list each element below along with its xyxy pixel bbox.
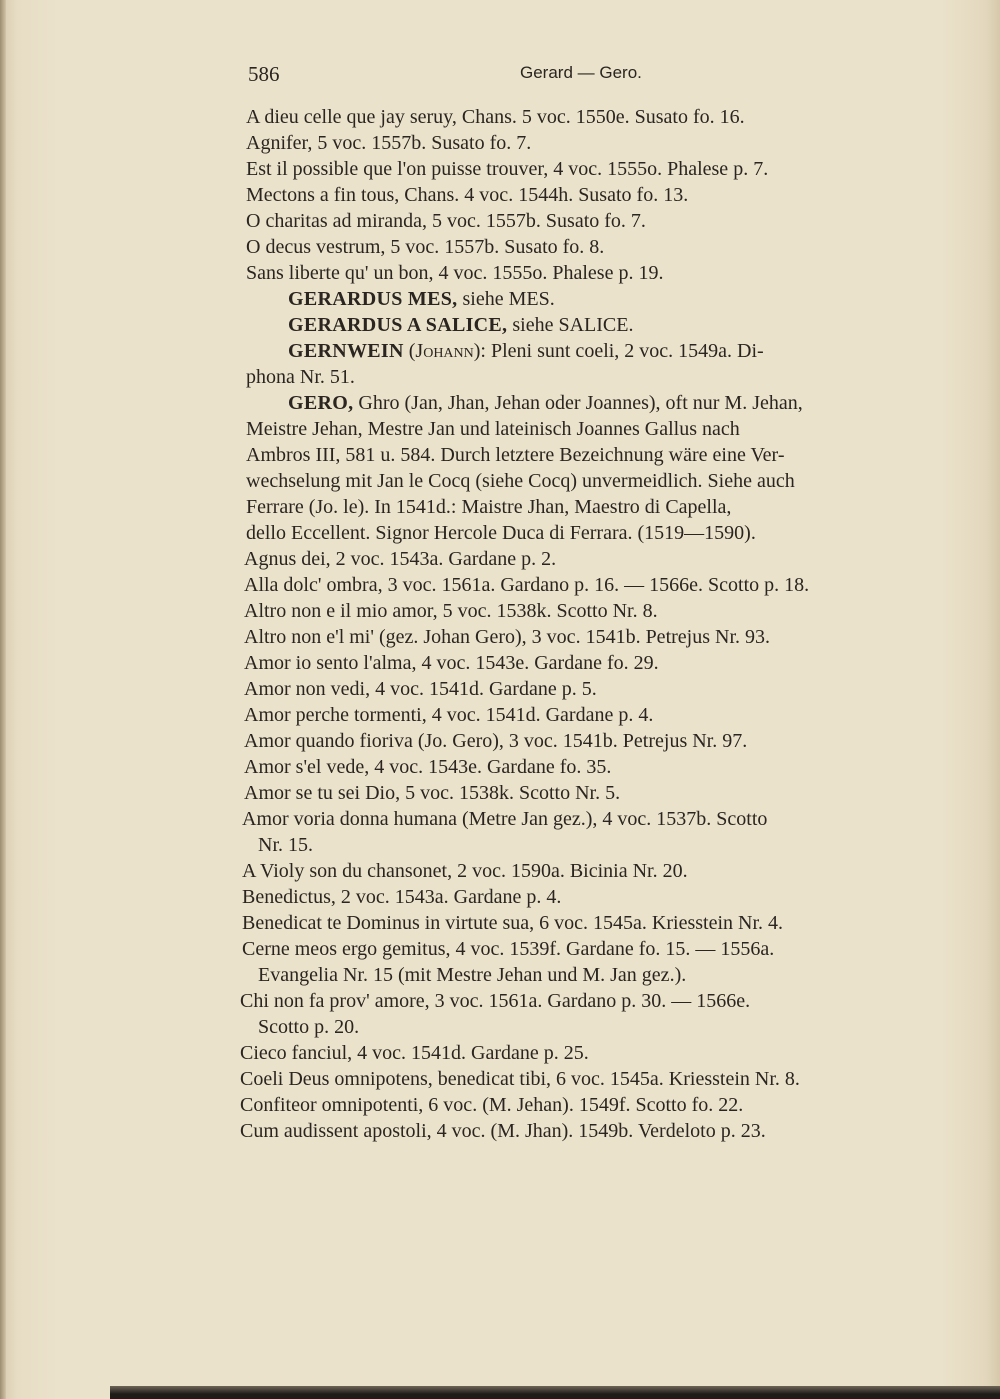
entry-line: Amor perche tormenti, 4 voc. 1541d. Gardane p. 4. [244, 704, 654, 726]
entry-line: A dieu celle que jay seruy, Chans. 5 voc. 1550e. Susato fo. 16. [246, 106, 745, 128]
entry-line: Altro non e'l mi' (gez. Johan Gero), 3 voc. 1541b. Petrejus Nr. 93. [244, 626, 770, 648]
composer-heading: GERARDUS A SALICE, [288, 314, 508, 336]
entry-line: Cerne meos ergo gemitus, 4 voc. 1539f. Gardane fo. 15. — 1556a. [242, 938, 775, 960]
biography-line: dello Eccellent. Signor Hercole Duca di Ferrara. (1519—1590). [246, 522, 756, 544]
entry-line: Alla dolc' ombra, 3 voc. 1561a. Gardano p. 16. — 1566e. Scotto p. 18. [244, 574, 810, 596]
entry-text: ( [403, 340, 416, 362]
composer-forename: Johann [415, 340, 474, 362]
running-head [248, 62, 908, 90]
entry-continuation-line: Scotto p. 20. [258, 1016, 360, 1038]
entry-line: Benedicat te Dominus in virtute sua, 6 voc. 1545a. Kriesstein Nr. 4. [242, 912, 784, 934]
entry-line: Est il possible que l'on puisse trouver, 4 voc. 1555o. Phalese p. 7. [246, 158, 769, 180]
composer-heading: GERO, [288, 392, 354, 414]
biography-line: Ambros III, 581 u. 584. Durch letztere Bezeichnung wäre eine Ver- [246, 444, 785, 466]
entry-line: O charitas ad miranda, 5 voc. 1557b. Susato fo. 7. [246, 210, 646, 232]
entry-line: Coeli Deus omnipotens, benedicat tibi, 6 voc. 1545a. Kriesstein Nr. 8. [240, 1068, 800, 1090]
entry-line: A Violy son du chansonet, 2 voc. 1590a. Bicinia Nr. 20. [242, 860, 688, 882]
entry-line: phona Nr. 51. [246, 366, 355, 388]
cross-reference-text: siehe MES. [457, 288, 555, 310]
text-block [240, 104, 910, 1144]
entry-line: Amor io sento l'alma, 4 voc. 1543e. Gardane fo. 29. [244, 652, 659, 674]
composer-heading: GERARDUS MES, [288, 288, 458, 310]
cross-reference-text: siehe SALICE. [507, 314, 634, 336]
entry-line: Cum audissent apostoli, 4 voc. (M. Jhan). 1549b. Verdeloto p. 23. [240, 1120, 766, 1142]
entry-line: Amor voria donna humana (Metre Jan gez.), 4 voc. 1537b. Scotto [242, 808, 768, 830]
running-title: Gerard — Gero. [520, 63, 642, 82]
entry-line: Amor non vedi, 4 voc. 1541d. Gardane p. 5. [244, 678, 597, 700]
cross-reference-line [240, 312, 910, 338]
composer-heading: GERNWEIN [288, 340, 404, 362]
entry-line: O decus vestrum, 5 voc. 1557b. Susato fo. 8. [246, 236, 605, 258]
entry-line: Confiteor omnipotenti, 6 voc. (M. Jehan). 1549f. Scotto fo. 22. [240, 1094, 744, 1116]
composer-entry-line [240, 338, 910, 364]
entry-line: Mectons a fin tous, Chans. 4 voc. 1544h. Susato fo. 13. [246, 184, 689, 206]
entry-line: Altro non e il mio amor, 5 voc. 1538k. Scotto Nr. 8. [244, 600, 658, 622]
page-number: 586 [248, 62, 280, 86]
entry-text: ): Pleni sunt coeli, 2 voc. 1549a. Di- [473, 340, 764, 362]
entry-line: Agnifer, 5 voc. 1557b. Susato fo. 7. [246, 132, 532, 154]
biography-line: wechselung mit Jan le Cocq (siehe Cocq) unvermeidlich. Siehe auch [246, 470, 795, 492]
entry-continuation-line: Evangelia Nr. 15 (mit Mestre Jehan und M. Jan gez.). [258, 964, 687, 986]
composer-entry-line [240, 390, 910, 416]
entry-line: Sans liberte qu' un bon, 4 voc. 1555o. Phalese p. 19. [246, 262, 664, 284]
entry-line: Cieco fanciul, 4 voc. 1541d. Gardane p. 25. [240, 1042, 589, 1064]
entry-line: Agnus dei, 2 voc. 1543a. Gardane p. 2. [244, 548, 557, 570]
entry-line: Amor quando fioriva (Jo. Gero), 3 voc. 1541b. Petrejus Nr. 97. [244, 730, 748, 752]
page-bottom-edge [110, 1386, 1000, 1399]
entry-line: Chi non fa prov' amore, 3 voc. 1561a. Gardano p. 30. — 1566e. [240, 990, 751, 1012]
entry-text: Ghro (Jan, Jhan, Jehan oder Joannes), oft nur M. Jehan, [353, 392, 803, 414]
entry-line: Benedictus, 2 voc. 1543a. Gardane p. 4. [242, 886, 562, 908]
entry-line: Amor se tu sei Dio, 5 voc. 1538k. Scotto Nr. 5. [244, 782, 621, 804]
cross-reference-line [240, 286, 910, 312]
entry-line: Amor s'el vede, 4 voc. 1543e. Gardane fo. 35. [244, 756, 612, 778]
biography-line: Meistre Jehan, Mestre Jan und lateinisch Joannes Gallus nach [246, 418, 740, 440]
entry-continuation-line: Nr. 15. [258, 834, 313, 856]
biography-line: Ferrare (Jo. le). In 1541d.: Maistre Jhan, Maestro di Capella, [246, 496, 732, 518]
page-binding-edge [0, 0, 6, 1399]
